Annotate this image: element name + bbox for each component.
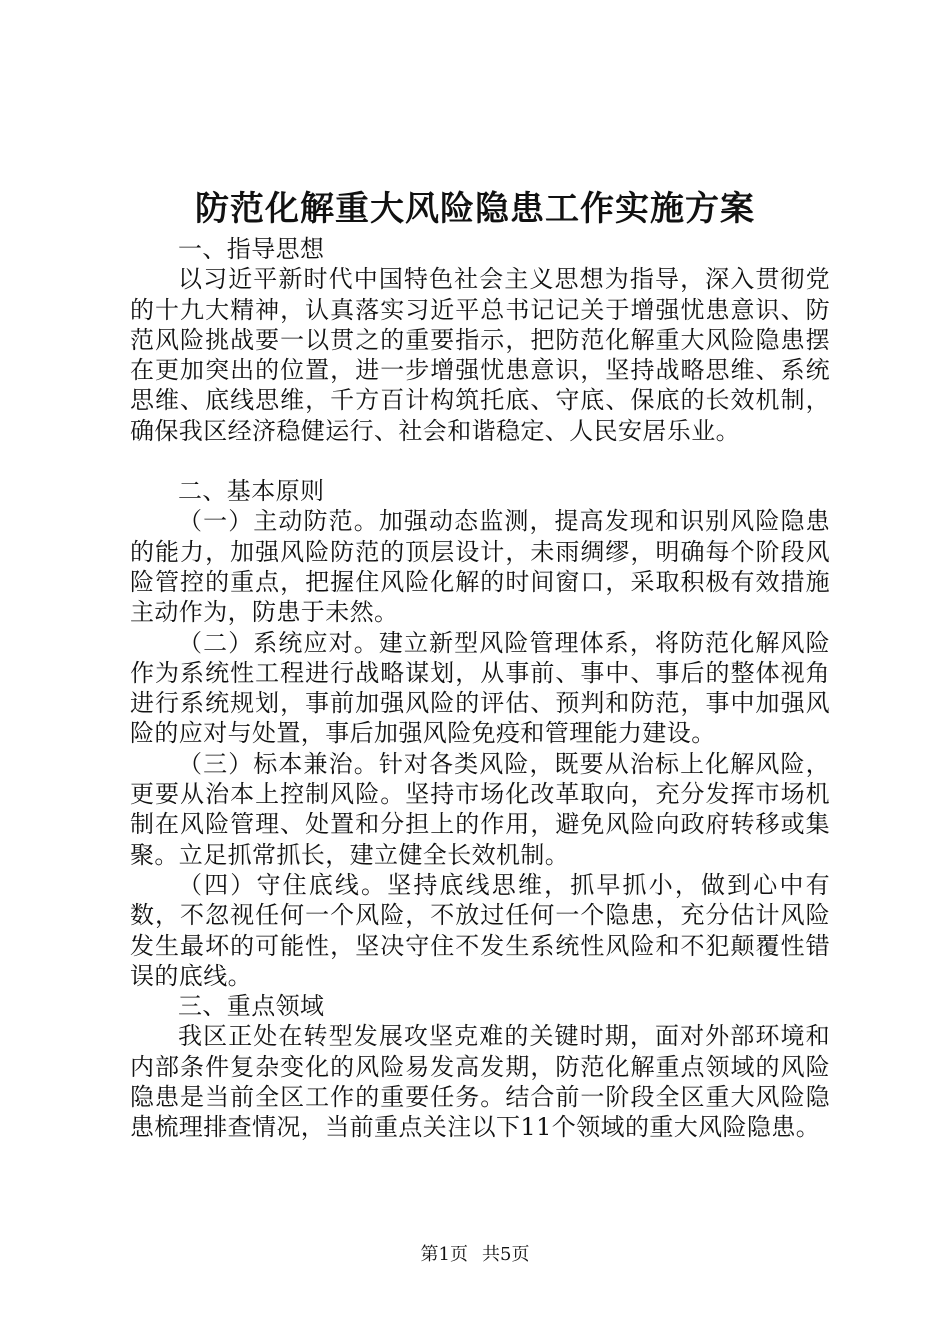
page-number: 第1页 xyxy=(420,1244,468,1265)
section-heading-basic-principles: 二、基本原则 xyxy=(178,477,325,506)
document-body xyxy=(130,234,830,1143)
section-heading-key-areas: 三、重点领域 xyxy=(178,992,325,1021)
paragraph-guiding-ideology: 以习近平新时代中国特色社会主义思想为指导，深入贯彻党的十九大精神，认真落实习近平总书记记关于增强忧患意识、防范风险挑战要一以贯之的重要指示，把防范化解重大风险隐患摆在更加突出的位置，进一步增强忧患意识，坚持战略思维、系统思维、底线思维，千方百计构筑托底、守底、保底的长效机制，确保我区经济稳健运行、社会和谐稳定、人民安居乐业。 xyxy=(130,265,830,445)
document-title: 防范化解重大风险隐患工作实施方案 xyxy=(195,189,755,229)
page-footer xyxy=(0,1243,950,1267)
paragraph-principle-root-and-symptom: （三）标本兼治。针对各类风险，既要从治标上化解风险，更要从治本上控制风险。坚持市场化改革取向，充分发挥市场机制在风险管理、处置和分担上的作用，避免风险向政府转移或集聚。立足抓常抓长，建立健全长效机制。 xyxy=(130,749,830,869)
paragraph-principle-active-prevention: （一）主动防范。加强动态监测，提高发现和识别风险隐患的能力，加强风险防范的顶层设计，未雨绸缪，明确每个阶段风险管控的重点，把握住风险化解的时间窗口，采取积极有效措施主动作为，防患于未然。 xyxy=(130,507,830,627)
paragraph-principle-bottom-line: （四）守住底线。坚持底线思维，抓早抓小，做到心中有数，不忽视任何一个风险，不放过任何一个隐患，充分估计风险发生最坏的可能性，坚决守住不发生系统性风险和不犯颠覆性错误的底线。 xyxy=(130,870,830,990)
paragraph-principle-systematic-response: （二）系统应对。建立新型风险管理体系，将防范化解风险作为系统性工程进行战略谋划，从事前、事中、事后的整体视角进行系统规划，事前加强风险的评估、预判和防范，事中加强风险的应对与处置，事后加强风险免疫和管理能力建设。 xyxy=(130,628,830,748)
paragraph-key-areas: 我区正处在转型发展攻坚克难的关键时期，面对外部环境和内部条件复杂变化的风险易发高发期，防范化解重点领域的风险隐患是当前全区工作的重要任务。结合前一阶段全区重大风险隐患梳理排查情况，当前重点关注以下11个领域的重大风险隐患。 xyxy=(130,1022,830,1142)
section-heading-guiding-ideology: 一、指导思想 xyxy=(178,235,325,263)
paragraph-spacer xyxy=(130,446,830,476)
page-total: 共5页 xyxy=(482,1244,530,1265)
